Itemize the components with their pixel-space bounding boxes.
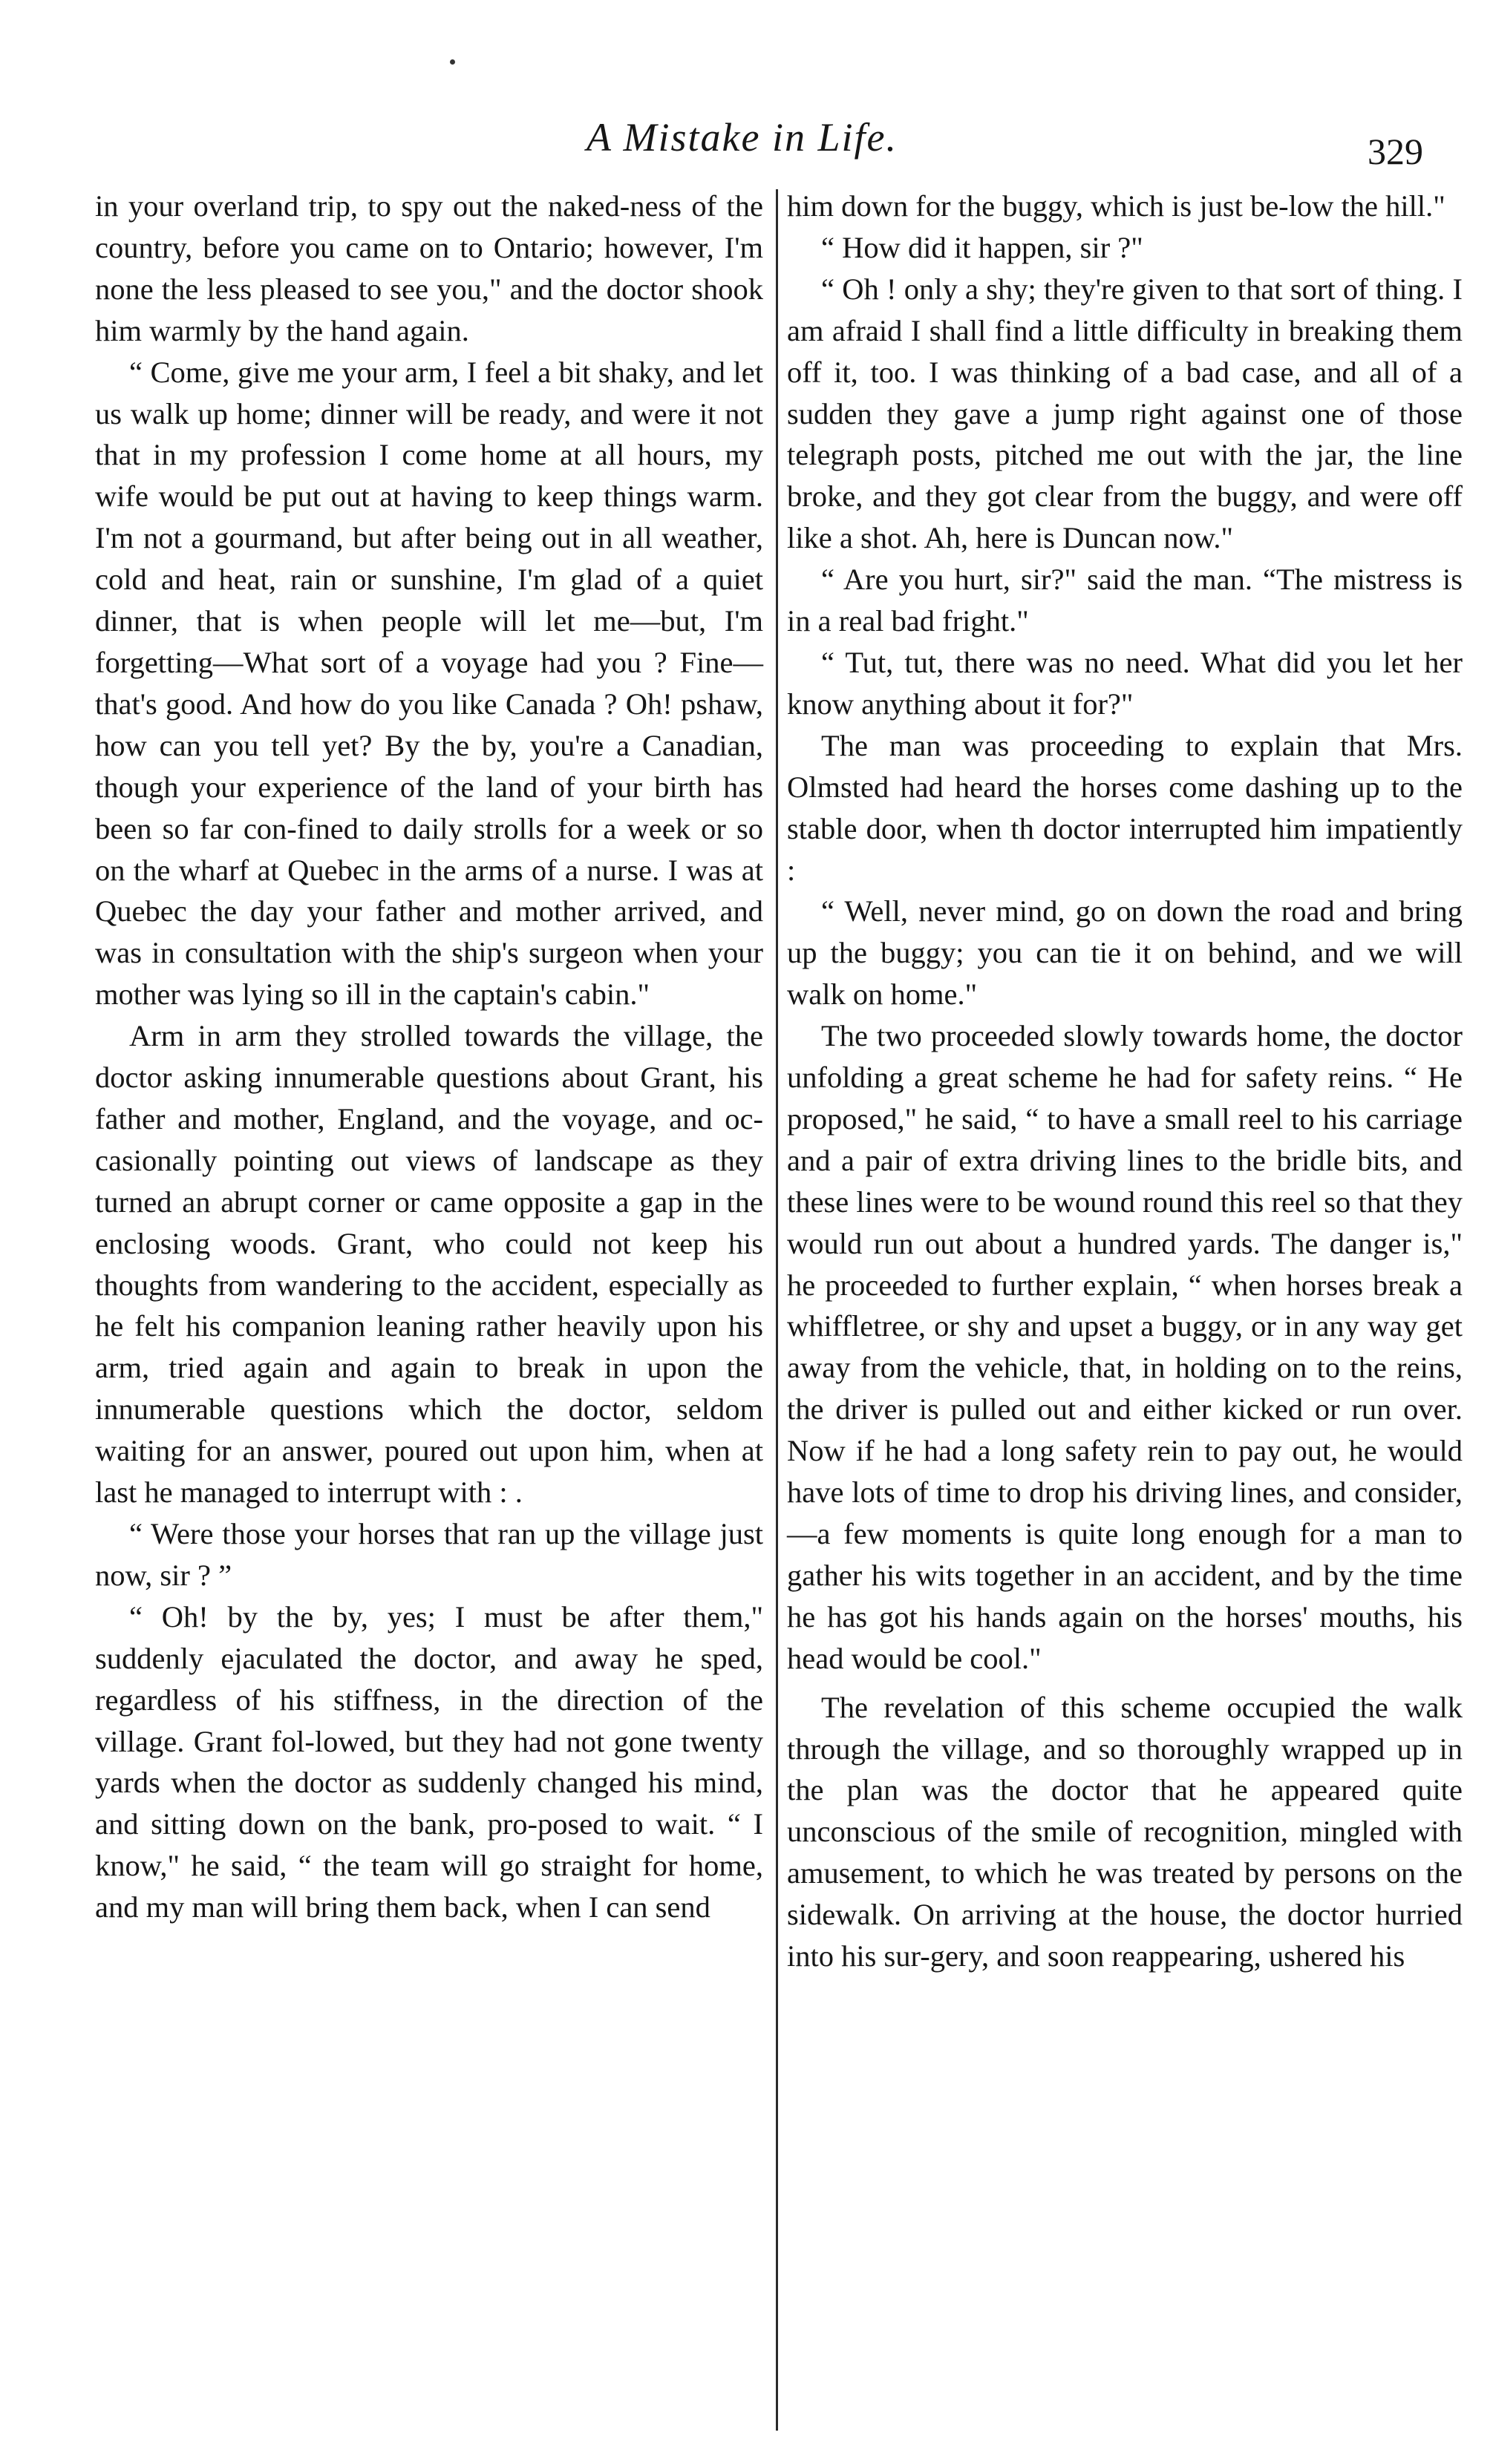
column-divider (776, 189, 778, 2431)
paragraph: “ Come, give me your arm, I feel a bit shaky, and let us walk up home; dinner will be ready, and were it not that in my profession I come home at all hours, my wife would be put out at having to keep things warm. I'm not a gourmand, but after being out in all weather, cold and heat, rain or sunshine, I'm glad of a quiet dinner, that is when people will let me—but, I'm forgetting—What sort of a voyage had you ? Fine—that's good. And how do you like Canada ? Oh! pshaw, how can you tell yet? By the by, you're a Canadian, though your experience of the land of your birth has been so far con-fined to daily strolls for a week or so on the wharf at Quebec in the arms of a nurse. I was at Quebec the day your father and mother arrived, and was in consultation with the ship's surgeon when your mother was lying so ill in the captain's cabin." (95, 355, 763, 1012)
paragraph: “ Were those your horses that ran up the village just now, sir ? ” (95, 1517, 763, 1592)
paragraph: “ Oh! by the by, yes; I must be after them," suddenly ejaculated the doctor, and away he sped, regardless of his stiffness, in the direction of the village. Grant fol-lowed, but they had not gone twenty yards when the doctor as suddenly changed his mind, and sitting down on the bank, pro-posed to wait. “ I know," he said, “ the team will go straight for home, and my man will bring them back, when I can send (95, 1599, 763, 1924)
left-column (95, 186, 763, 1928)
paragraph: The two proceeded slowly towards home, the doctor unfolding a great scheme he had for safety reins. “ He proposed," he said, “ to have a small reel to his carriage and a pair of extra driving lines to the bridle bits, and these lines were to be wound round this reel so that they would run out about a hundred yards. The danger is," he proceeded to further explain, “ when horses break a whiffletree, or shy and upset a buggy, or in any way get away from the vehicle, that, in holding on to the reins, the driver is pulled out and either kicked or run over. Now if he had a long safety rein to pay out, he would have lots of time to drop his driving lines, and consider,—a few moments is quite long enough for a man to gather his wits together in an accident, and by the time he has got his hands again on the horses' mouths, his head would be cool." (787, 1019, 1463, 1675)
paragraph: Arm in arm they strolled towards the village, the doctor asking innumerable questions about Grant, his father and mother, England, and the voyage, and oc-casionally pointing out views of landscape as they turned an abrupt corner or came opposite a gap in the enclosing woods. Grant, who could not keep his thoughts from wandering to the accident, especially as he felt his companion leaning rather heavily upon his arm, tried again and again to break in upon the innumerable questions which the doctor, seldom waiting for an answer, poured out upon him, when at last he managed to interrupt with : . (95, 1019, 763, 1510)
paragraph: “ How did it happen, sir ?" (821, 230, 1143, 264)
running-title: A Mistake in Life. (587, 115, 898, 160)
paragraph: “ Are you hurt, sir?" said the man. “The mistress is in a real bad fright." (787, 563, 1463, 638)
paragraph: in your overland trip, to spy out the naked-ness of the country, before you came on to Ontario; however, I'm none the less pleased to see you," and the doctor shook him warmly by the hand again. (95, 189, 763, 347)
page-header (0, 111, 1493, 178)
paragraph: The man was proceeding to explain that Mrs. Olmsted had heard the horses come dashing up to the stable door, when th doctor interrupted him impatiently : (787, 728, 1463, 887)
paragraph: “ Well, never mind, go on down the road and bring up the buggy; you can tie it on behind, and we will walk on home." (787, 894, 1463, 1012)
paragraph: him down for the buggy, which is just be-low the hill." (787, 189, 1445, 223)
page-number: 329 (1368, 131, 1423, 172)
paragraph: “ Oh ! only a shy; they're given to that sort of thing. I am afraid I shall find a little difficulty in breaking them off it, too. I was thinking of a bad case, and all of a sudden they gave a jump right against one of those telegraph posts, pitched me out with the jar, the line broke, and they got clear from the buggy, and were off like a shot. Ah, here is Duncan now." (787, 272, 1463, 555)
paragraph: The revelation of this scheme occupied the walk through the village, and so thoroughly wrapped up in the plan was the doctor that he appeared quite unconscious of the smile of recognition, mingled with amusement, to which he was treated by persons on the sidewalk. On arriving at the house, the doctor hurried into his sur-gery, and soon reappearing, ushered his (787, 1690, 1463, 1973)
paragraph: “ Tut, tut, there was no need. What did you let her know anything about it for?" (787, 645, 1463, 721)
ink-speck (450, 59, 455, 65)
right-column (787, 186, 1463, 1977)
